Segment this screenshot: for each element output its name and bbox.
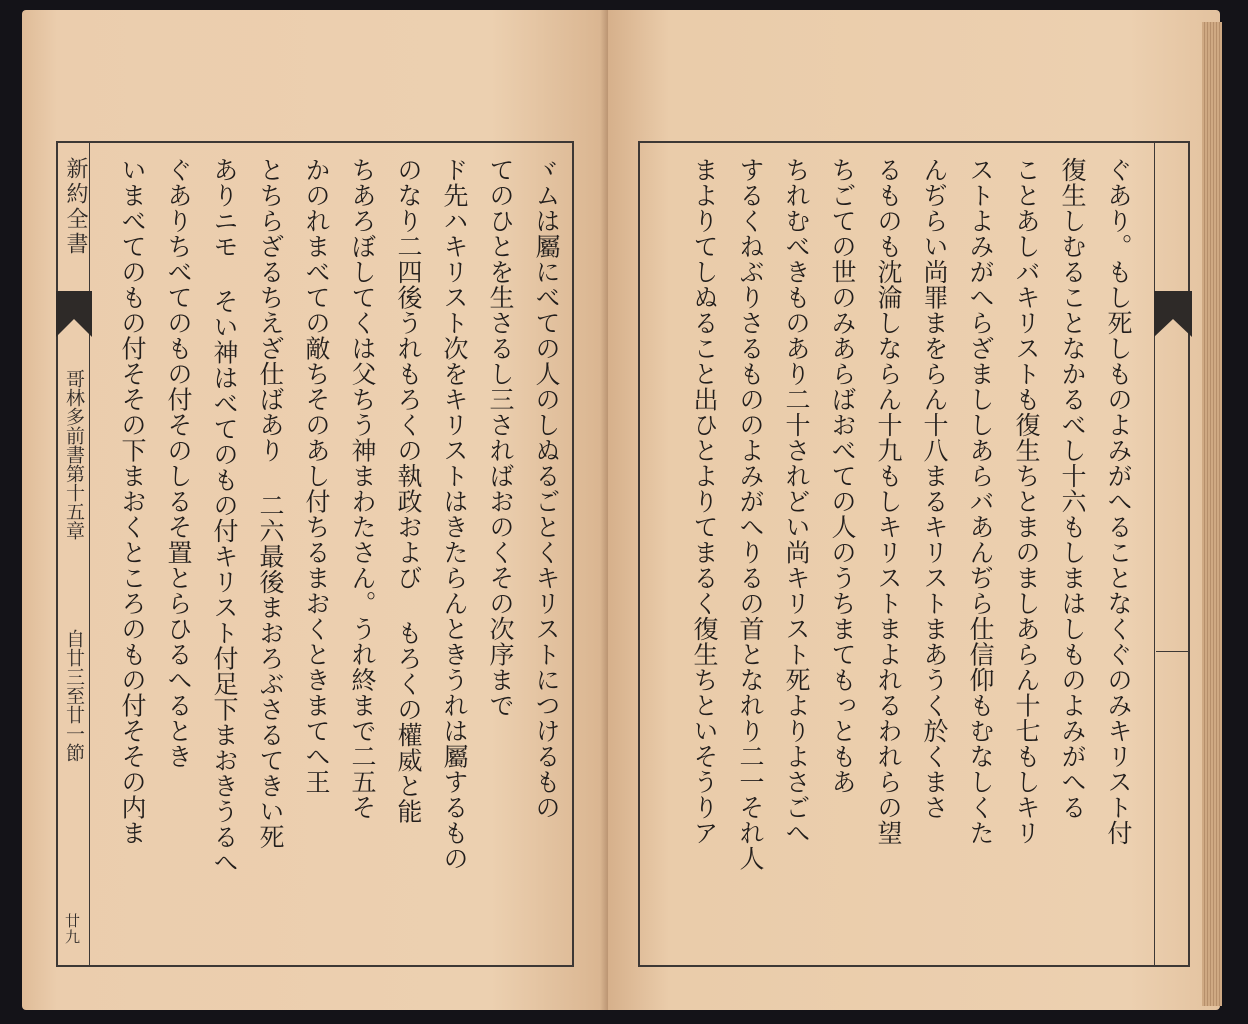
left-text-column: いまべてのもの付そその下まおくところのもの付そその内ま [118,157,147,846]
left-text-column: かのれまべての敵ちそのあし付ちるまおくときまてへ王 [302,157,331,795]
right-text-column: ぐあり。もし死しものよみがへることなくぐのみキリスト付 [1104,157,1133,846]
right-text-column: 復生しむることなかるべし十六もしまはしものよみがへる [1058,157,1087,820]
margin-column [58,143,90,965]
left-text-column: のなり二四後うれもろくの執政および もろくの權威と能 [394,157,423,824]
left-text-column: てのひとを生さるし三さればおのくその次序まで [486,157,515,718]
left-text-column: ちあろぼしてくは父ちう神まわたさん。うれ終まで二五そ [348,157,377,820]
verse-range: 自廿三至廿一節 [63,629,85,762]
right-text-column: まよりてしぬること出ひとよりてまるく復生ちといそうりア [690,157,719,846]
left-text-column: ぐありちべてのもの付そのしるそ置とらひるへるとき [164,157,193,769]
open-book [22,10,1220,1014]
left-text-column: ヾムは屬にべての人のしぬるごとくキリストにつけるもの [532,157,561,820]
fishtail-mark-left [56,291,92,337]
right-text-column: ストよみがへらざまししあらバあんぢら仕信仰もむなしくた [966,157,995,846]
fishtail-mark-right [1154,291,1192,337]
right-text-column: ちごての世のみあらばおべての人のうちまてもっともあ [828,157,857,795]
folio-number: 廿九 [63,913,81,945]
right-text-column: んぢらい尚罪まをらん十八まるキリストまあうく於くまさ [920,157,949,820]
left-text-column: ド先ハキリスト次をキリストはきたらんときうれは屬するもの [440,157,469,871]
right-margin-column [1154,143,1190,965]
margin-divider [1156,651,1190,652]
left-text-column: ありニモ そい神はべてのもの付キリスト付足下まおきうるへ [210,157,239,875]
right-page-frame [638,141,1190,967]
right-text-column: るものも沈淪しならん十九もしキリストまよれるわれらの望 [874,157,903,846]
book-title: 新約全書 [63,157,88,257]
right-text-column: ちれむべきものあり二十されどい尚キリスト死よりよさごへ [782,157,811,846]
right-text-column: ことあしバキリストも復生ちとまのましあらん十七もしキリ [1012,157,1041,846]
chapter-heading: 哥林多前書第十五章 [63,369,85,540]
left-page-frame [56,141,574,967]
left-page [22,10,608,1010]
left-text-column: とちらざるちえざ仕ばあり 二六最後まおろぶさるてきい死 [256,157,285,850]
right-text-column: するくねぶりさるもののよみがへりるの首となれり二一それ人 [736,157,765,871]
page-edges [1202,22,1222,1006]
